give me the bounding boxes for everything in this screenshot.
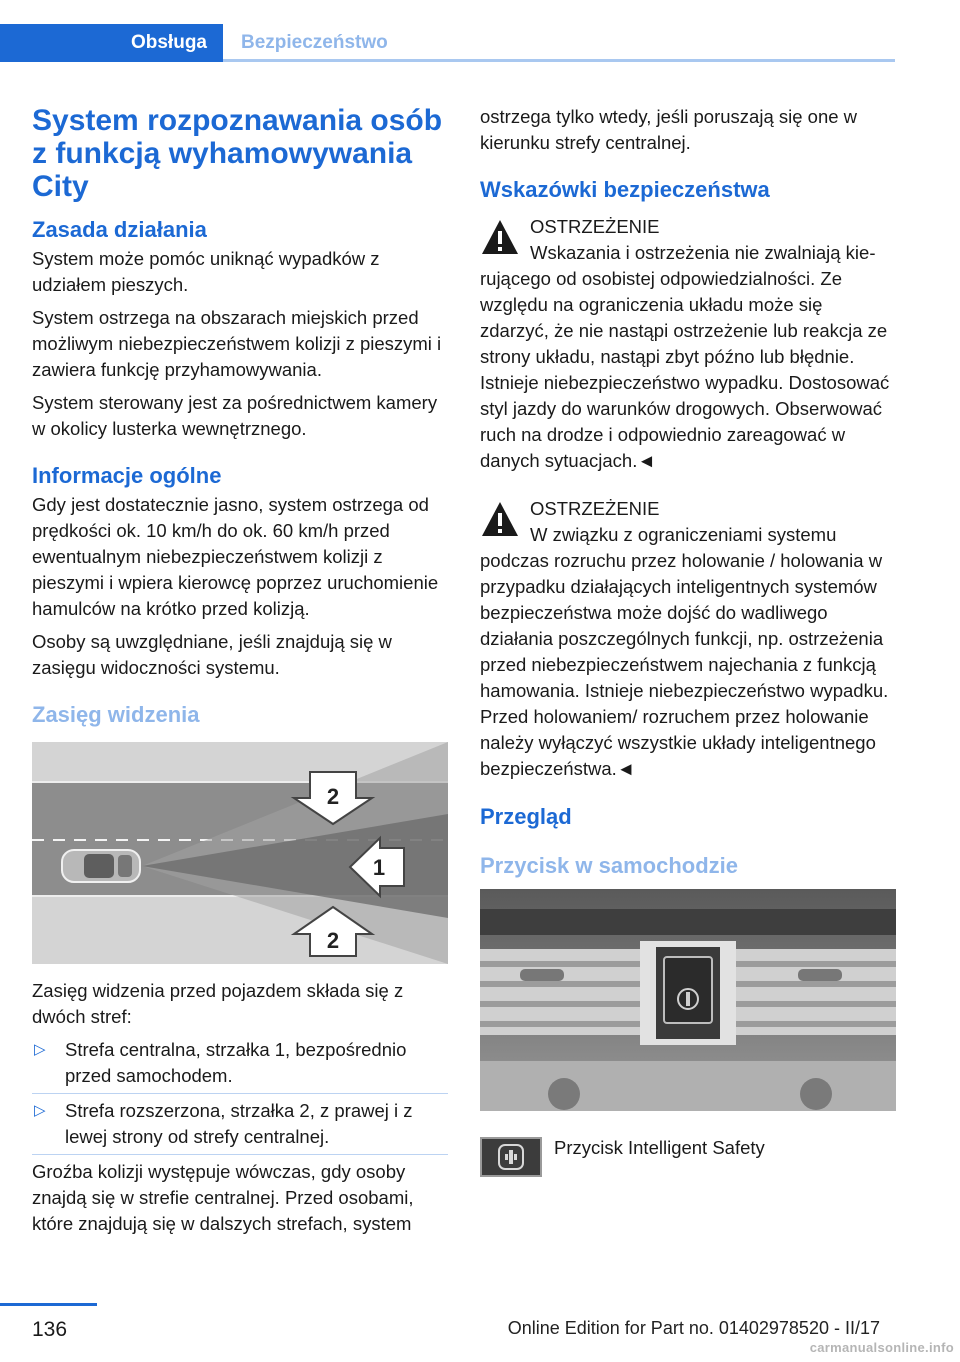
paragraph: System ostrzega na obszarach miejskich przed możliwym niebezpieczeństwem kolizji z pieszymi i zawiera funkcję przyhamowywania. [32,307,442,380]
warning-block [480,214,896,474]
left-column [32,104,448,1244]
bullet-triangle-icon: ▷ [34,1041,46,1058]
section-heading-general: Informacje ogólne [32,463,222,488]
list-item: ▷ Strefa rozszerzona, strzałka 2, z prawej i z lewej strony od strefy centralnej. [32,1098,448,1155]
section-heading-principle: Zasada działania [32,217,207,242]
road-diagram [32,742,448,964]
paragraph: Groźba kolizji występuje wówczas, gdy osoby znajdą się w strefie centralnej. Przed osobami, które znajdują się w dalszych strefach, system [32,1161,414,1234]
warning-triangle-icon [480,500,520,538]
warning-text: W związku z ograniczeniami systemu podczas rozruchu przez holowanie / holowania w przypadku działających inteligentnych systemów bezpieczeństwa może dojść do wadliwego działania poszczególnych funkcji, np. ostrzeżenia przed niebezpieczeństwem najechania z funkcją hamowania. Istnieje niebezpieczeństwo wypadku. Przed holowaniem/ rozruchem przez holowanie należy wyłączyć wszystkie układy inteligentnego bezpieczeństwa.◄ [480,524,889,779]
warning-heading: OSTRZEŻENIE [530,216,660,237]
paragraph: ostrzega tylko wtedy, jeśli poruszają się one w kierunku strefy centralnej. [480,106,858,153]
watermark: carmanualsonline.info [809,1340,954,1355]
page-number: 136 [32,1318,68,1341]
detection-range-figure [32,742,448,964]
dashboard-button-figure [480,889,896,1111]
page-title: System rozpoznawania osób z funkcją wyhamowywania City [32,104,443,203]
edition-note: Online Edition for Part no. 01402978520 - II/17 [507,1318,880,1338]
paragraph: Zasięg widzenia przed pojazdem składa się z dwóch stref: [32,980,404,1027]
header-tabs [0,24,895,62]
car-icon [62,850,140,882]
section-heading-button: Przycisk w samochodzie [480,853,738,878]
paragraph: System sterowany jest za pośrednictwem kamery w okolicy lusterka wewnętrznego. [32,392,438,439]
footer-rule [0,1303,97,1306]
warning-triangle-icon [480,218,520,256]
paragraph: System może pomóc uniknąć wypadków z udziałem pieszych. [32,248,380,295]
section-heading-safety: Wskazówki bezpieczeństwa [480,177,770,202]
warning-text: Wskazania i ostrzeżenia nie zwalniają kie- rującego od osobistej odpowiedzialności. Ze względu na ograniczenia układu może się zdarzyć, że nie nastąpi ostrzeżenie lub reakcja ze strony układu, nastąpi zbyt późno lub błędnie. Istnieje niebezpieczeństwo wypadku. Dostosować styl jazdy do warunków drogowych. Obserwować ruch na drodze i odpowiednio zareagować w danych sytuacjach.◄ [480,242,890,471]
tab-obsluga[interactable]: Obsługa [0,24,223,62]
paragraph: Gdy jest dostatecznie jasno, system ostrzega od prędkości ok. 10 km/h do ok. 60 km/h przed ewentualnym niebezpieczeństwem kolizji z pieszymi i wpiera kierowcę poprzez uruchomienie hamulców na krótko przed kolizją. [32,494,439,619]
figure-label-2-bottom: 2 [326,928,340,953]
figure-label-1: 1 [372,855,386,880]
dashboard-photo [480,889,896,1111]
section-heading-range: Zasięg widzenia [32,702,200,727]
warning-block [480,496,896,782]
list-item: ▷ Strefa centralna, strzałka 1, bezpośrednio przed samochodem. [32,1037,448,1094]
figure-caption: Przycisk Intelligent Safety [554,1137,765,1158]
figure-label-2-top: 2 [326,784,340,809]
right-column [480,104,896,1181]
section-heading-overview: Przegląd [480,804,572,829]
figure-caption-row [480,1127,896,1177]
air-vent-right [736,949,896,1035]
paragraph: Osoby są uwzględniane, jeśli znajdują się w zasięgu widoczności systemu. [32,631,392,678]
intelligent-safety-button[interactable] [664,957,712,1023]
bullet-triangle-icon: ▷ [34,1102,46,1119]
intelligent-safety-icon [480,1137,542,1177]
header-rule [223,59,895,62]
air-vent-left [480,949,640,1035]
warning-heading: OSTRZEŻENIE [530,498,660,519]
tab-bezpieczenstwo[interactable]: Bezpieczeństwo [241,32,388,53]
